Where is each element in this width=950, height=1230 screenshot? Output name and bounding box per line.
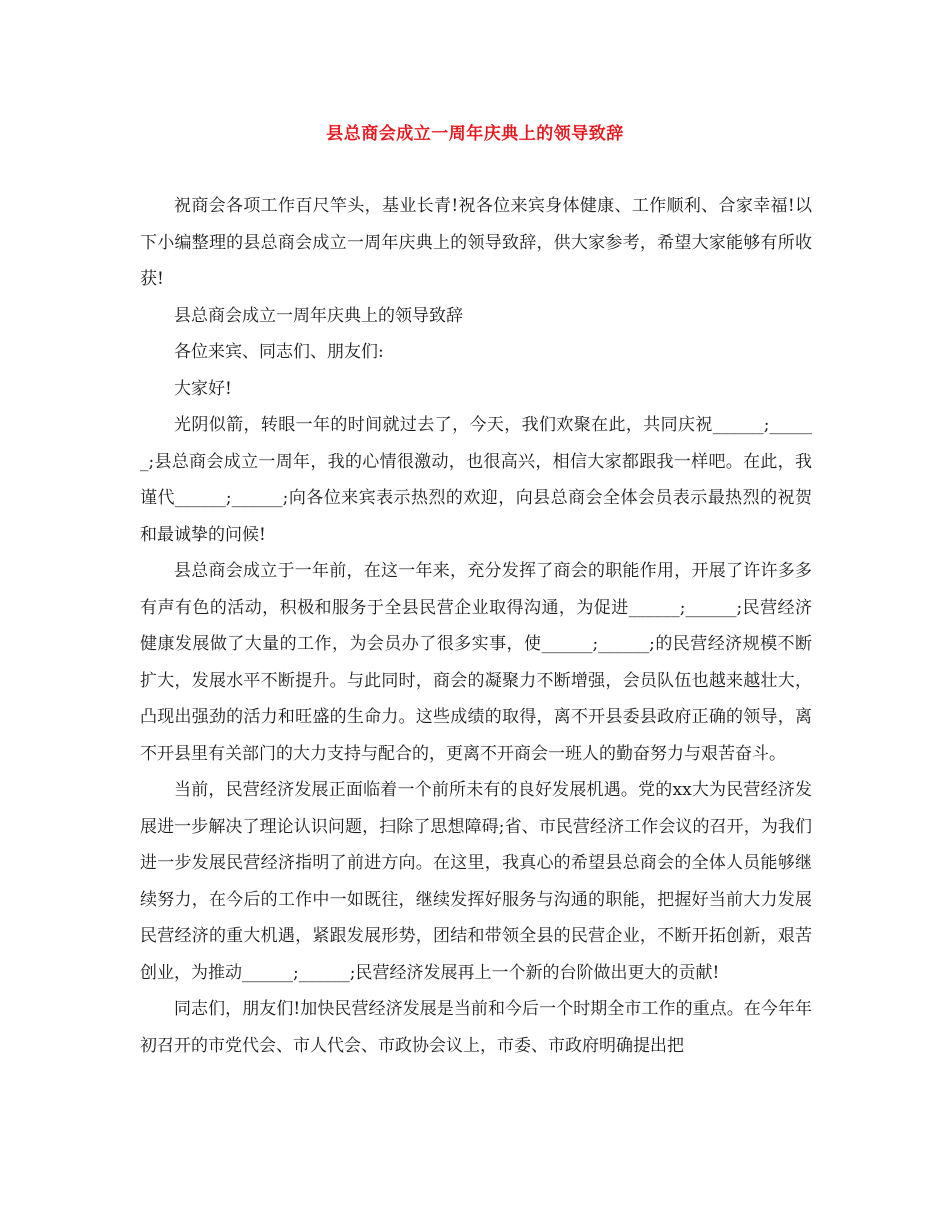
paragraph-subtitle: 县总商会成立一周年庆典上的领导致辞 bbox=[174, 305, 463, 326]
paragraph-body-4: 同志们，朋友们!加快民营经济发展是当前和今后一个时期全市工作的重点。在今年年初召开的市党代会、市人代会、市政协会议上，市委、市政府明确提出把 bbox=[140, 999, 812, 1056]
paragraph-body-2: 县总商会成立于一年前，在这一年来，充分发挥了商会的职能作用，开展了许许多多有声有色的活动，积极和服务于全县民营企业取得沟通，为促进______;______;民营经济健康发展做了大量的工作，为会员办了很多实事，使______;______;的民营经济规模不断扩大，发展水平不断提升。与此同时，商会的凝聚力不断增强，会员队伍也越来越壮大，凸现出强劲的活力和旺盛的生命力。这些成绩的取得，离不开县委县政府正确的领导，离不开县里有关部门的大力支持与配合的，更离不开商会一班人的勤奋努力与艰苦奋斗。 bbox=[140, 561, 812, 764]
document-title: 县总商会成立一周年庆典上的领导致辞 bbox=[326, 124, 624, 144]
paragraph-salutation: 各位来宾、同志们、朋友们: bbox=[174, 342, 384, 362]
paragraph-intro: 祝商会各项工作百尺竿头，基业长青!祝各位来宾身体健康、工作顺利、合家幸福!以下小编整理的县总商会成立一周年庆典上的领导致辞，供大家参考，希望大家能够有所收获! bbox=[140, 196, 812, 289]
document-body bbox=[140, 188, 812, 1064]
paragraph-body-1: 光阴似箭，转眼一年的时间就过去了，今天，我们欢聚在此，共同庆祝______;______;县总商会成立一周年，我的心情很激动，也很高兴，相信大家都跟我一样吧。在此，我谨代______;______;向各位来宾表示热烈的欢迎，向县总商会全体会员表示最热烈的祝贺和最诚挚的问候! bbox=[140, 415, 812, 545]
paragraph-body-3: 当前，民营经济发展正面临着一个前所未有的良好发展机遇。党的xx大为民营经济发展进一步解决了理论认识问题，扫除了思想障碍;省、市民营经济工作会议的召开，为我们进一步发展民营经济指明了前进方向。在这里，我真心的希望县总商会的全体人员能够继续努力，在今后的工作中一如既往，继续发挥好服务与沟通的职能，把握好当前大力发展民营经济的重大机遇，紧跟发展形势，团结和带领全县的民营企业，不断开拓创新，艰苦创业，为推动______;______;民营经济发展再上一个新的台阶做出更大的贡献! bbox=[140, 780, 812, 983]
paragraph-greeting: 大家好! bbox=[174, 378, 232, 399]
